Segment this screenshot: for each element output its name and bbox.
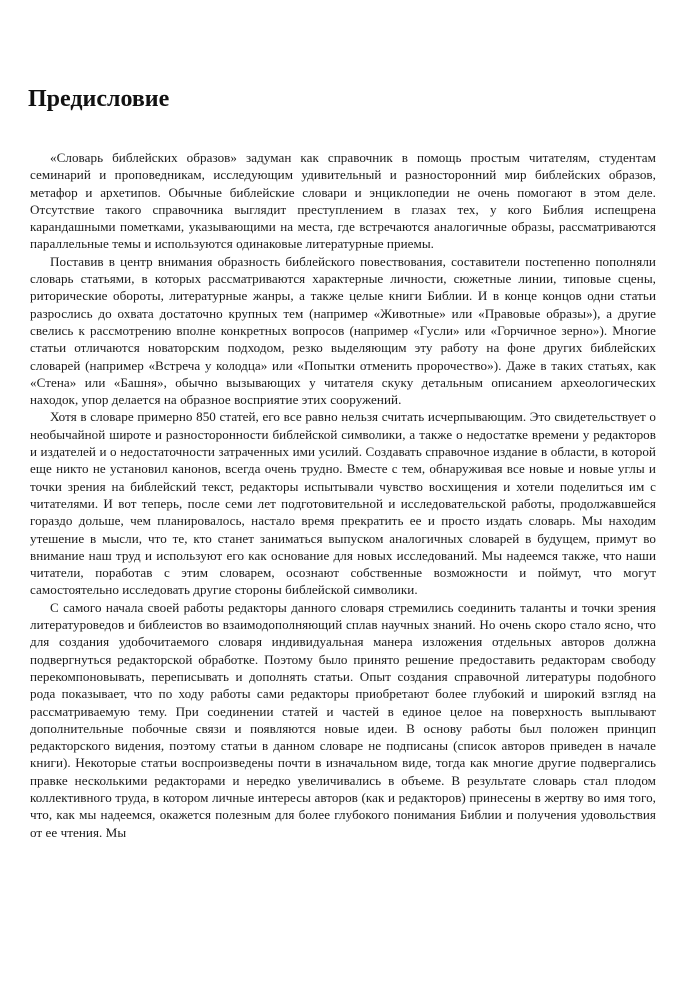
paragraph-4: С самого начала своей работы редакторы данного словаря стремились соединить таланты и точки зрения литературоведов и библеистов во взаимодополняющий сплав научных знаний. Но очень скоро стало ясно, что для создания удобочитаемого словаря индивидуальная манера изложения отдельных авторов должна подвергнуться редакторской обработке. Поэтому было принято решение предоставить редакторам свободу перекомпоновывать, переписывать и дополнять статьи. Опыт создания справочной литературы подобного рода показывает, что по ходу работы сами редакторы приобретают более глубокий и широкий взгляд на рассматриваемую тему. При соединении статей и частей в единое целое на поверхность выплывают дополнительные побочные связи и появляются новые идеи. В основу работы был положен принцип редакторского видения, поэтому статьи в данном словаре не подписаны (список авторов приведен в начале книги). Некоторые статьи воспроизведены почти в изначальном виде, тогда как многие другие подвергались правке несколькими редакторами и нередко увеличивались в объеме. В результате словарь стал плодом коллективного труда, в котором личные интересы авторов (как и редакторов) принесены в жертву во имя того, что, как мы надеемся, окажется полезным для более глубокого понимания Библии и получения удовольствия от ее чтения. Мы bbox=[30, 599, 656, 840]
paragraph-1: «Словарь библейских образов» задуман как справочник в помощь простым читателям, студентам семинарий и проповедникам, исследующим удивительный и разносторонний мир библейских образов, метафор и архетипов. Обычные библейские словари и энциклопедии не очень помогают в этом деле. Отсутствие такого справочника выглядит преступлением в глазах тех, у кого Библия испещрена карандашными пометками, указывающими на места, где встречаются аналогичные образы, рассматриваются параллельные темы и используются одинаковые литературные приемы. bbox=[30, 150, 656, 252]
paragraph-2: Поставив в центр внимания образность библейского повествования, составители постепенно пополняли словарь статьями, в которых рассматриваются характерные личности, сюжетные линии, типовые сцены, риторические обороты, литературные жанры, а также целые книги Библии. И в конце концов одни статьи разрослись до охвата достаточно крупных тем (например «Животные» или «Правовые образы»), а другие свелись к рассмотрению вполне конкретных вопросов (например «Гусли» или «Горчичное зерно»). Многие статьи отличаются новаторским подходом, резко выделяющим эту работу на фоне других библейских словарей (например «Встреча у колодца» или «Попытки отменить пророчество»). Даже в таких статьях, как «Стена» или «Башня», обычно вызывающих у читателя скуку детальным описанием археологических находок, упор делается на образное восприятие этих сооружений. bbox=[30, 253, 656, 408]
page-title: Предисловие bbox=[28, 86, 170, 112]
paragraph-3: Хотя в словаре примерно 850 статей, его все равно нельзя считать исчерпывающим. Это свидетельствует о необычайной широте и разносторонности библейской символики, а также о недостатке времени у редакторов и издателей и о недостаточности затраченных ими усилий. Создавать справочное издание в области, в которой еще никто не установил канонов, всегда очень трудно. Вместе с тем, обнаруживая все новые и новые углы и точки зрения на библейский текст, редакторы испытывали чувство восхищения и хотели поделиться им с читателями. И вот теперь, после семи лет подготовительной и исследовательской работы, продолжавшейся гораздо дольше, чем планировалось, настало время прекратить ее и просто издать словарь. Мы находим утешение в мысли, что те, кто станет заниматься выпуском аналогичных словарей в будущем, примут во внимание наш труд и используют его как основание для новых исследований. Мы надеемся также, что наши читатели, поработав с этим словарем, осознают собственные возможности и поймут, что могут самостоятельно исследовать другие стороны библейской символики. bbox=[30, 409, 656, 598]
body-text bbox=[30, 149, 656, 841]
